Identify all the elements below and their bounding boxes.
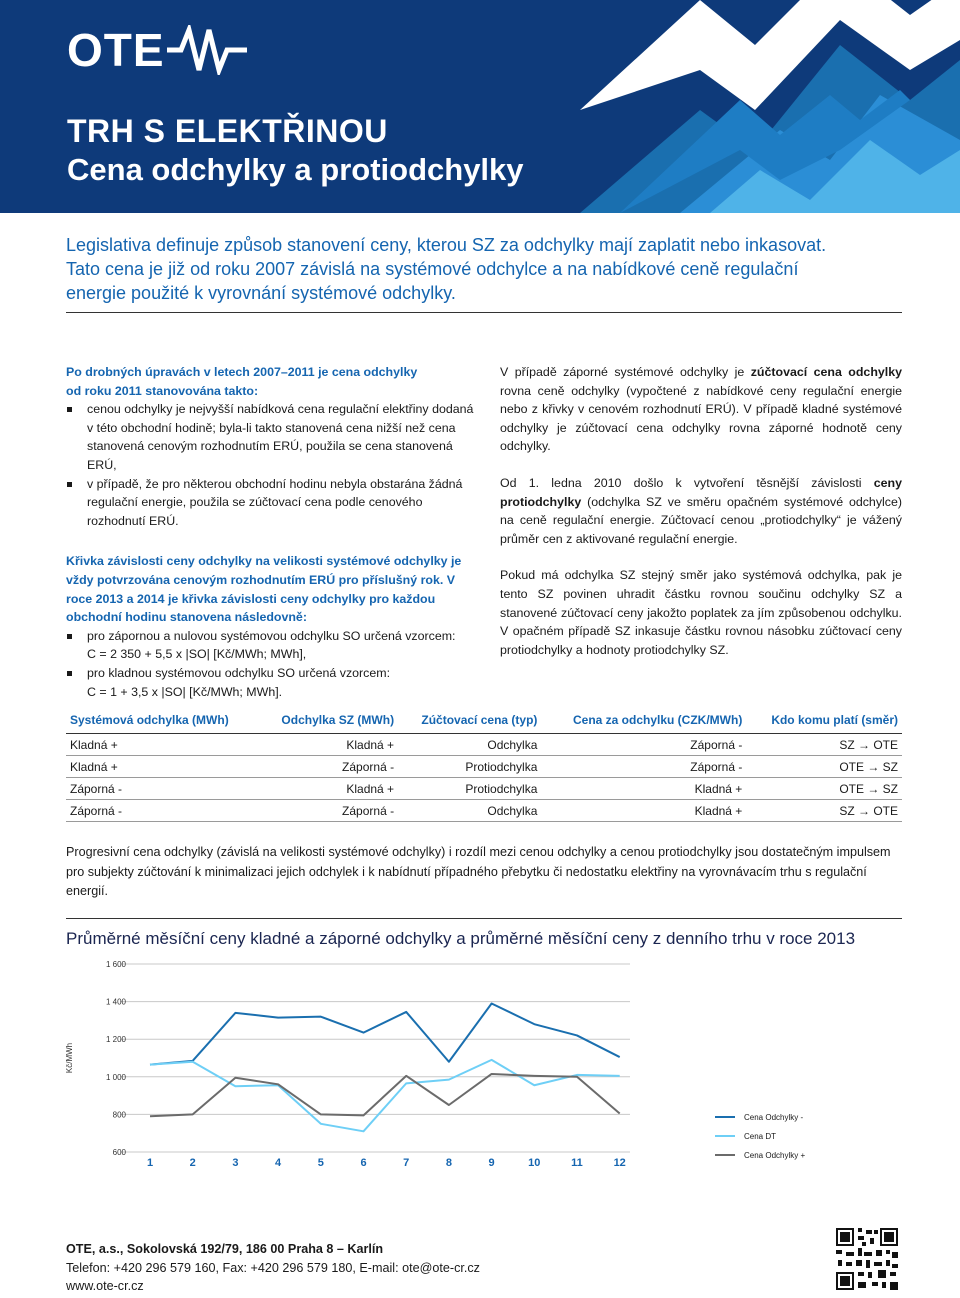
col-header: Systémová odchylka (MWh) [66, 710, 259, 734]
x-tick-label: 8 [445, 1157, 452, 1169]
table-cell: Záporná - [259, 800, 398, 822]
legend-label: Cena Odchylky + [744, 1151, 806, 1160]
table-cell: Kladná + [541, 778, 746, 800]
formula-list [66, 627, 476, 701]
legend-label: Cena DT [744, 1132, 777, 1141]
text-run: (odchylka SZ ve směru opačném systémové odchylce) na ceně regulační energie. Zúčtovací cenou „protiodchylky“ je vážený průměr cen z aktivované regulační energie. [500, 494, 902, 546]
table-row [66, 800, 902, 822]
table-cell: Odchylka [398, 734, 541, 756]
y-axis-label: Kč/MWh [65, 1042, 74, 1074]
table-cell: Protiodchylka [398, 756, 541, 778]
footer-contact: Telefon: +420 296 579 160, Fax: +420 296 579 180, E-mail: ote@ote-cr.cz [66, 1260, 480, 1275]
table-row [66, 778, 902, 800]
table-cell: SZ → OTE [746, 734, 902, 756]
left-column [66, 363, 476, 701]
list-item: v případě, že pro některou obchodní hodinu nebyla obstarána žádná regulační energie, použila se zúčtovací cena podle cenového rozhodnutí ERÚ. [66, 475, 476, 531]
y-tick-label: 1 200 [105, 1035, 126, 1045]
header-banner [0, 0, 960, 213]
table-row [66, 756, 902, 778]
chart-title: Průměrné měsíční ceny kladné a záporné odchylky a průměrné měsíční ceny z denního trhu v roce 2013 [66, 929, 856, 948]
bullet-negative: pro zápornou a nulovou systémovou odchylku SO určená vzorcem: [87, 628, 456, 643]
x-tick-label: 5 [317, 1157, 324, 1169]
rules-list [66, 400, 476, 530]
formula-negative: C = 2 350 + 5,5 x |SO| [Kč/MWh; MWh], [87, 647, 307, 662]
page-subtitle: Cena odchylky a protiodchylky [67, 152, 524, 187]
table-header-row [66, 710, 902, 734]
x-tick-label: 6 [360, 1157, 367, 1169]
list-item: cenou odchylky je nejvyšší nabídková cena regulační elektřiny dodaná v této obchodní hodině; byla-li takto stanovená cena nižší než cena stanovená cenovým rozhodnutím ERÚ, použila se cena stanovená ERÚ, [66, 400, 476, 474]
y-tick-label: 1 000 [105, 1072, 126, 1082]
divider-chart [66, 918, 902, 919]
table-cell: OTE → SZ [746, 756, 902, 778]
col-header: Odchylka SZ (MWh) [259, 710, 398, 734]
table-cell: Záporná - [66, 800, 259, 822]
y-tick-label: 800 [112, 1110, 126, 1120]
text-run: Od 1. ledna 2010 došlo k vytvoření těsnější závislosti [500, 475, 874, 490]
table-cell: Protiodchylka [398, 778, 541, 800]
pulse-icon [167, 25, 247, 75]
page-title: TRH S ELEKTŘINOU [67, 113, 388, 149]
paragraph-settlement [500, 363, 902, 456]
curve-heading: Křivka závislosti ceny odchylky na velikosti systémové odchylky je vždy potvrzována cenovým rozhodnutím ERÚ pro příslušný rok. V roce 2013 a 2014 je křivka závislosti ceny odchylky pro každou obchodní hodinu stanovena následovně: [66, 554, 462, 625]
text-bold: zúčtovací cena odchylky [750, 365, 902, 379]
text-bold: ceny protiodchylky [500, 475, 902, 509]
x-tick-label: 3 [232, 1157, 239, 1169]
right-column [500, 363, 902, 659]
footer [66, 1240, 480, 1296]
intro-line-2: od roku 2011 stanovována takto: [66, 383, 259, 398]
paragraph-payment: Pokud má odchylka SZ stejný směr jako systémová odchylka, pak je tento SZ povinen uhradit částku rovnou součinu odchylky SZ a stanovené zúčtovací ceny jakožto poplatek za jím způsobenou odchylku. V opačném případě SZ inkasuje částku rovnou násobku zúčtovací ceny protiodchylky a hodnoty protiodchylky SZ. [500, 568, 902, 657]
table-cell: Kladná + [66, 756, 259, 778]
table-cell: Kladná + [259, 734, 398, 756]
lead-line-1: Legislativa definuje způsob stanovení ceny, kterou SZ za odchylky mají zaplatit nebo inkasovat. [66, 235, 827, 255]
x-tick-label: 10 [528, 1157, 541, 1169]
table-cell: OTE → SZ [746, 778, 902, 800]
y-tick-label: 1 600 [105, 960, 126, 969]
table-cell: Kladná + [259, 778, 398, 800]
table-cell: Záporná - [66, 778, 259, 800]
legend-label: Cena Odchylky - [744, 1113, 804, 1122]
table-cell: SZ → OTE [746, 800, 902, 822]
y-tick-label: 600 [112, 1148, 126, 1157]
mountain-graphic [580, 0, 960, 213]
series-line [150, 1003, 620, 1064]
text-run: rovna ceně odchylky (vypočtené z nabídkové ceny regulační energie nebo z křivky v cenovém rozhodnutí ERÚ). V případě kladné systémové odchylky je zúčtovací cena odchylky rovna záporné hodnotě ceny odchylky. [500, 383, 902, 454]
footer-company: OTE, a.s., Sokolovská 192/79, 186 00 Praha 8 – Karlín [66, 1242, 384, 1256]
progressive-paragraph: Progresivní cena odchylky (závislá na velikosti systémové odchylky) i rozdíl mezi cenou odchylky a cenou protiodchylky jsou dostatečným impulsem pro subjekty zúčtování k minimalizaci jejich odchylek i k nabídnutí případného přebytku či nedostatku elektřiny na vyrovnávacím trhu s regulační energií. [66, 845, 891, 898]
col-header: Cena za odchylku (CZK/MWh) [541, 710, 746, 734]
x-tick-label: 4 [275, 1157, 282, 1169]
table-cell: Kladná + [541, 800, 746, 822]
footer-web[interactable]: www.ote-cr.cz [66, 1279, 144, 1293]
x-tick-label: 1 [146, 1157, 154, 1169]
x-tick-label: 7 [403, 1157, 410, 1169]
list-item [66, 627, 476, 664]
intro-line-1: Po drobných úpravách v letech 2007–2011 je cena odchylky [66, 365, 418, 379]
table-cell: Odchylka [398, 800, 541, 822]
table-cell: Záporná - [541, 734, 746, 756]
text-run: V případě záporné systémové odchylky je [500, 365, 751, 379]
intro-heading [66, 363, 476, 400]
y-tick-label: 1 400 [105, 997, 126, 1007]
x-tick-label: 11 [571, 1157, 583, 1169]
deviation-table [66, 710, 902, 822]
divider-top [66, 312, 902, 313]
col-header: Kdo komu platí (směr) [746, 710, 902, 734]
paragraph-counter [500, 474, 902, 548]
formula-positive: C = 1 + 3,5 x |SO| [Kč/MWh; MWh]. [87, 684, 283, 699]
table-cell: Záporná - [259, 756, 398, 778]
table-cell: Kladná + [66, 734, 259, 756]
x-tick-label: 2 [189, 1157, 196, 1169]
lead-line-2: Tato cena je již od roku 2007 závislá na systémové odchylce a na nabídkové ceně regulační [66, 259, 799, 279]
col-header: Zúčtovací cena (typ) [398, 710, 541, 734]
lead-paragraph [66, 233, 896, 305]
list-item [66, 664, 476, 701]
logo-text: OTE [67, 24, 165, 76]
qr-code [834, 1226, 900, 1292]
x-tick-label: 9 [488, 1157, 495, 1169]
lead-line-3: energie použité k vyrovnání systémové odchylky. [66, 283, 456, 303]
table-cell: Záporná - [541, 756, 746, 778]
x-tick-label: 12 [613, 1157, 626, 1169]
series-line [150, 1074, 620, 1116]
table-row [66, 734, 902, 756]
price-chart [60, 952, 902, 1170]
bullet-positive: pro kladnou systémovou odchylku SO určená vzorcem: [87, 665, 391, 680]
